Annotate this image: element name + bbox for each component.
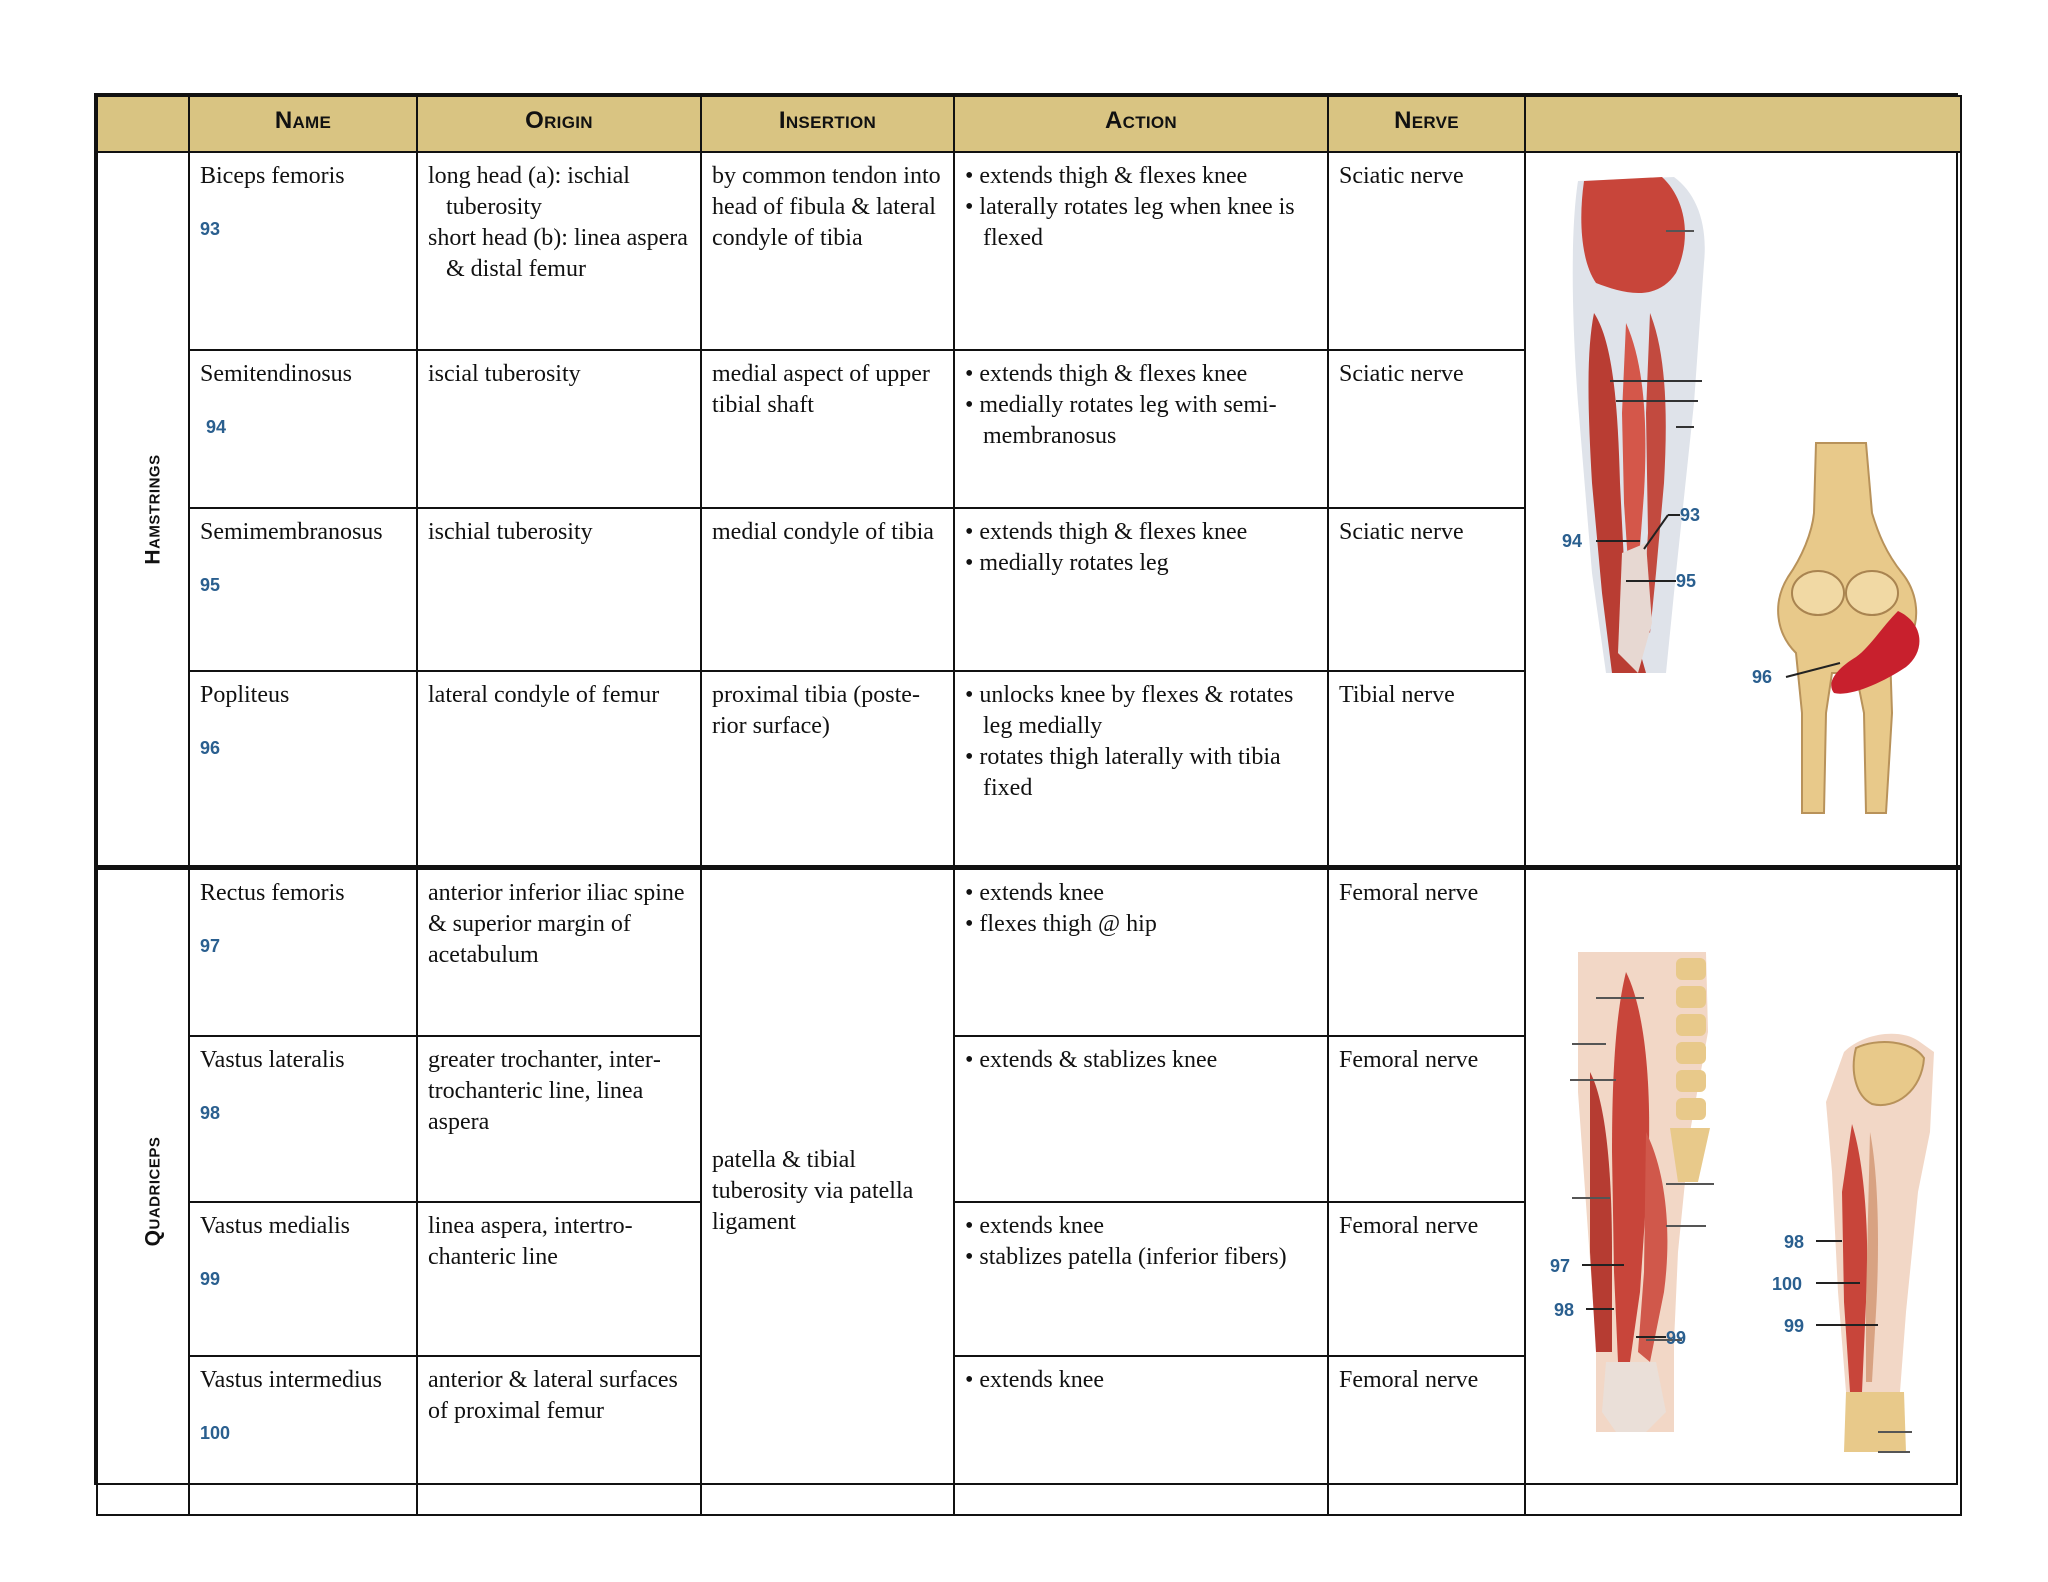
origin-cell	[417, 350, 701, 508]
quadriceps-figure-cell	[1525, 868, 1961, 1515]
vertebra	[1676, 1014, 1706, 1036]
muscle-number: 99	[200, 1268, 221, 1289]
bullet: •	[965, 163, 974, 189]
action-item	[965, 359, 1317, 390]
muscle-name: Semimembranosus	[200, 518, 383, 545]
bullet: •	[965, 911, 974, 937]
origin-cell	[417, 508, 701, 671]
header-nerve: Nerve	[1328, 96, 1525, 152]
bullet: •	[965, 194, 974, 220]
vertebra	[1676, 1070, 1706, 1092]
nerve-text: Tibial nerve	[1339, 681, 1455, 708]
nerve-cell	[1328, 1036, 1525, 1202]
figure-label-93: 93	[1680, 505, 1701, 525]
muscle-number: 100	[200, 1422, 231, 1443]
bullet: •	[965, 1243, 974, 1270]
muscle-name: Biceps femoris	[200, 163, 345, 189]
origin-cell	[417, 1356, 701, 1515]
insertion-cell	[701, 152, 954, 350]
action-text: extends & stablizes knee	[979, 1046, 1218, 1073]
muscle-number: 95	[200, 574, 221, 595]
action-text: medially rotates leg with semimembranosus	[979, 391, 1277, 449]
action-item	[965, 878, 1317, 909]
muscle-number: 98	[200, 1102, 221, 1123]
figure-label-99b: 99	[1784, 1315, 1805, 1336]
nerve-cell	[1328, 152, 1525, 350]
muscle-name: Vastus intermedius	[200, 1366, 382, 1393]
action-text: extends knee	[979, 1212, 1105, 1239]
figure-label-100: 100	[1772, 1273, 1803, 1294]
nerve-text: Sciatic nerve	[1339, 518, 1464, 545]
action-item	[965, 680, 1317, 742]
table-row	[97, 152, 1961, 350]
bullet: •	[965, 1046, 974, 1073]
nerve-text: Femoral nerve	[1339, 1366, 1479, 1393]
origin-text: short head (b): linea aspera & distal femur	[428, 225, 688, 282]
insertion-text: by common tendon into head of fibula & lateral condyle of tibia	[712, 163, 941, 251]
bullet: •	[965, 360, 974, 387]
action-item	[965, 742, 1317, 804]
action-cell	[954, 508, 1328, 671]
name-cell	[189, 1036, 417, 1202]
condyle-shape	[1846, 571, 1898, 615]
muscle-table	[96, 95, 1962, 1516]
header-blank-right	[1525, 96, 1961, 152]
nerve-text: Sciatic nerve	[1339, 163, 1464, 189]
insertion-text: proximal tibia (posterior surface)	[712, 681, 920, 739]
origin-cell	[417, 868, 701, 1036]
figure-label-98: 98	[1554, 1299, 1575, 1320]
insertion-text: medial condyle of tibia	[712, 518, 934, 545]
insertion-cell-quadriceps	[701, 868, 954, 1515]
name-cell	[189, 350, 417, 508]
action-item	[965, 161, 1317, 192]
quadriceps-illustration	[1526, 872, 1958, 1512]
group-cell-hamstrings	[97, 152, 189, 868]
action-text: unlocks knee by flexes & rotates leg medially	[979, 681, 1294, 739]
action-item	[965, 909, 1317, 940]
figure-label-98b: 98	[1784, 1231, 1805, 1252]
action-text: laterally rotates leg when knee is flexed	[979, 194, 1295, 251]
bullet: •	[965, 681, 974, 708]
nerve-text: Femoral nerve	[1339, 1212, 1479, 1239]
action-text: medially rotates leg	[979, 549, 1169, 576]
bullet: •	[965, 549, 974, 576]
nerve-text: Sciatic nerve	[1339, 360, 1464, 387]
action-cell	[954, 1202, 1328, 1356]
nerve-cell	[1328, 1356, 1525, 1515]
name-cell	[189, 671, 417, 868]
origin-text: linea aspera, intertrochanteric line	[428, 1212, 633, 1270]
action-item	[965, 1211, 1317, 1242]
header-row	[97, 96, 1961, 152]
condyle-shape	[1792, 571, 1844, 615]
nerve-text: Femoral nerve	[1339, 880, 1479, 906]
muscle-number: 93	[200, 219, 221, 239]
nerve-cell	[1328, 671, 1525, 868]
muscle-name: Vastus medialis	[200, 1212, 350, 1239]
action-item	[965, 1242, 1317, 1273]
muscle-name: Rectus femoris	[200, 880, 345, 906]
origin-text: lateral condyle of femur	[428, 681, 660, 708]
action-text: extends thigh & flexes knee	[979, 518, 1248, 545]
action-cell	[954, 1356, 1328, 1515]
group-cell-quadriceps	[97, 868, 189, 1515]
origin-cell	[417, 1202, 701, 1356]
header-insertion: Insertion	[701, 96, 954, 152]
hamstrings-figure-cell	[1525, 152, 1961, 868]
vertebra	[1676, 1042, 1706, 1064]
header-origin: Origin	[417, 96, 701, 152]
vertebra	[1676, 1098, 1706, 1120]
action-cell	[954, 350, 1328, 508]
bullet: •	[965, 880, 974, 906]
header-blank-left	[97, 96, 189, 152]
action-cell	[954, 1036, 1328, 1202]
origin-text: iscial tuberosity	[428, 360, 581, 387]
name-cell	[189, 1356, 417, 1515]
action-cell	[954, 671, 1328, 868]
muscle-number: 94	[206, 416, 227, 437]
origin-text: anterior & lateral surfaces of proximal femur	[428, 1366, 678, 1424]
vertebra	[1676, 958, 1706, 980]
action-text: extends knee	[979, 1366, 1105, 1393]
nerve-cell	[1328, 508, 1525, 671]
group-label-quadriceps: Quadriceps	[141, 1136, 165, 1247]
lateral-leg-figure	[1826, 1033, 1934, 1451]
anterior-thigh-figure	[1570, 952, 1714, 1432]
action-cell	[954, 868, 1328, 1036]
origin-cell	[417, 152, 701, 350]
name-cell	[189, 152, 417, 350]
action-item	[965, 1045, 1317, 1076]
bullet: •	[965, 743, 974, 770]
figure-label-95: 95	[1676, 571, 1697, 591]
figure-label-94: 94	[1562, 531, 1583, 551]
origin-text: anterior inferior iliac spine & superior margin of acetabulum	[428, 880, 685, 968]
action-item	[965, 1365, 1317, 1396]
knee-bones-figure	[1778, 443, 1919, 813]
header-action: Action	[954, 96, 1328, 152]
bullet: •	[965, 518, 974, 545]
action-item	[965, 517, 1317, 548]
patella-region	[1602, 1362, 1666, 1432]
bullet: •	[965, 1366, 974, 1393]
nerve-text: Femoral nerve	[1339, 1046, 1479, 1073]
action-text: extends knee	[979, 880, 1105, 906]
name-cell	[189, 868, 417, 1036]
nerve-cell	[1328, 868, 1525, 1036]
group-label-hamstrings: Hamstrings	[141, 453, 165, 565]
hamstrings-illustration	[1526, 153, 1958, 865]
action-text: extends thigh & flexes knee	[979, 360, 1248, 387]
action-cell	[954, 152, 1328, 350]
vertebra	[1676, 986, 1706, 1008]
origin-cell	[417, 1036, 701, 1202]
posterior-thigh-figure	[1573, 177, 1705, 673]
muscle-name: Semitendinosus	[200, 360, 353, 387]
name-cell	[189, 1202, 417, 1356]
header-name: Name	[189, 96, 417, 152]
origin-text: ischial tuberosity	[428, 518, 593, 545]
action-text: rotates thigh laterally with tibia fixed	[979, 743, 1281, 801]
muscle-name: Popliteus	[200, 681, 290, 708]
bullet: •	[965, 391, 974, 418]
insertion-text: medial aspect of upper tibial shaft	[712, 360, 930, 418]
muscle-table-sheet	[94, 93, 1958, 1485]
origin-text: greater trochanter, intertrochanteric line, linea aspera	[428, 1046, 661, 1135]
action-item	[965, 390, 1317, 452]
action-item	[965, 548, 1317, 579]
insertion-cell	[701, 350, 954, 508]
muscle-name: Vastus lateralis	[200, 1046, 345, 1073]
action-text: stablizes patella (inferior fibers)	[979, 1243, 1287, 1270]
action-item	[965, 192, 1317, 254]
figure-label-97: 97	[1550, 1255, 1571, 1276]
muscle-number: 96	[200, 737, 221, 758]
gluteus-shape	[1581, 177, 1685, 293]
nerve-cell	[1328, 350, 1525, 508]
insertion-text: patella & tibial tuberosity via patella ligament	[712, 1147, 914, 1236]
insertion-cell	[701, 508, 954, 671]
name-cell	[189, 508, 417, 671]
table-row	[97, 868, 1961, 1036]
nerve-cell	[1328, 1202, 1525, 1356]
origin-text: long head (a): ischial tuberosity	[428, 163, 630, 220]
bullet: •	[965, 1212, 974, 1239]
figure-label-99: 99	[1666, 1327, 1687, 1348]
insertion-cell	[701, 671, 954, 868]
knee-bones	[1844, 1392, 1906, 1452]
figure-label-96: 96	[1752, 667, 1773, 687]
origin-cell	[417, 671, 701, 868]
action-text: flexes thigh @ hip	[979, 911, 1157, 937]
action-text: extends thigh & flexes knee	[979, 163, 1248, 189]
muscle-number: 97	[200, 936, 221, 956]
